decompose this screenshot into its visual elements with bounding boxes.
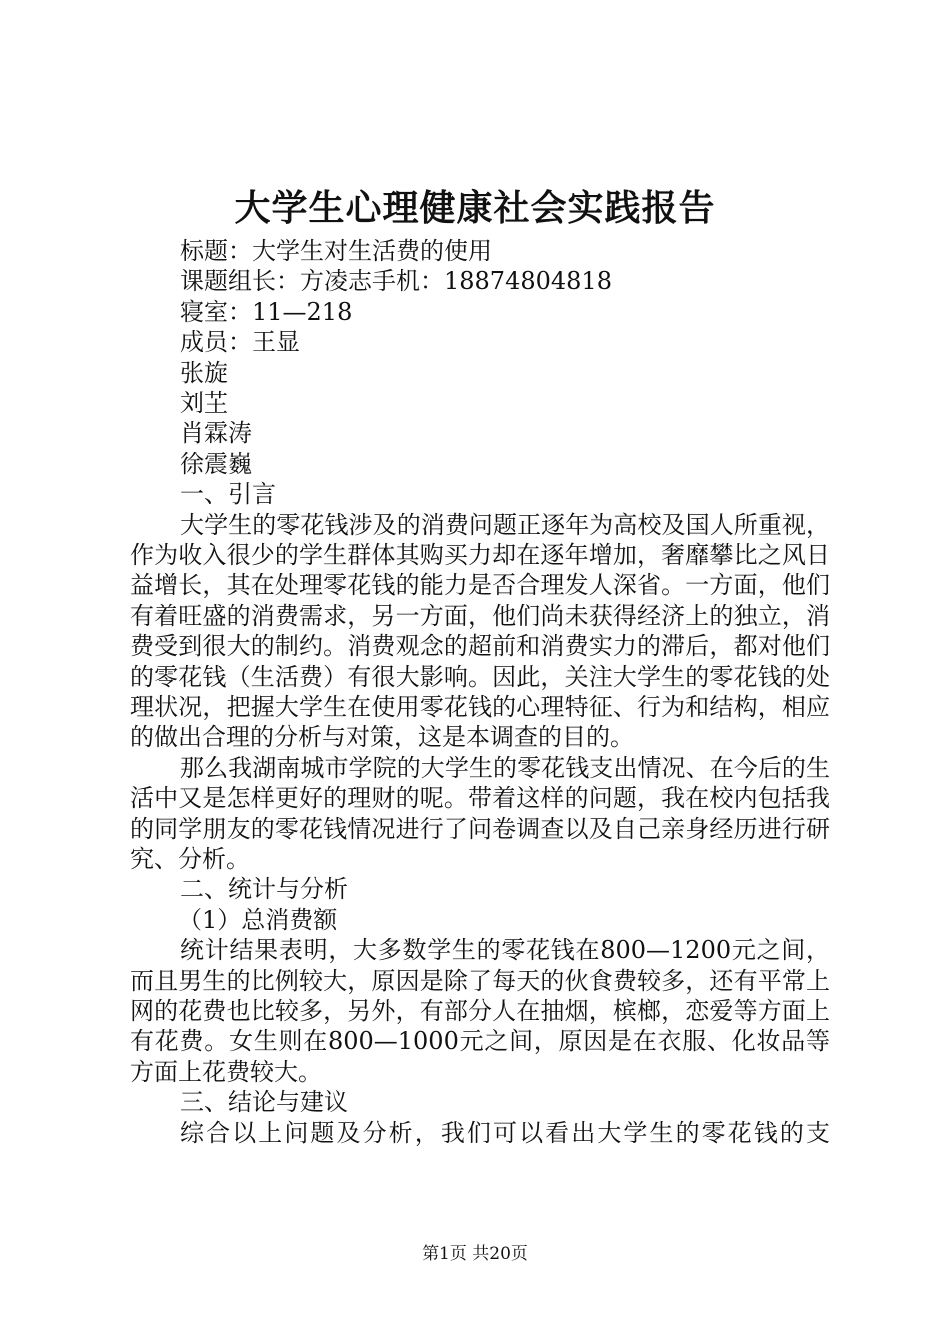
section-heading-conclusion: 三、结论与建议 xyxy=(180,1088,348,1117)
paragraph-intro: 大学生的零花钱涉及的消费问题正逐年为高校及国人所重视，作为收入很少的学生群体其购买力却在逐年增加，奢靡攀比之风日益增长，其在处理零花钱的能力是否合理发人深省。一方面，他们有着旺盛的消费需求，另一方面，他们尚未获得经济上的独立，消费受到很大的制约。消费观念的超前和消费实力的滞后，都对他们的零花钱（生活费）有很大影响。因此，关注大学生的零花钱的处理状况，把握大学生在使用零花钱的心理特征、行为和结构，相应的做出合理的分析与对策，这是本调查的目的。 xyxy=(130,510,830,752)
topic-line: 标题：大学生对生活费的使用 xyxy=(180,237,492,265)
leader-line: 课题组长：方凌志手机：18874804818 xyxy=(180,267,612,296)
member-name: 徐震巍 xyxy=(180,449,252,478)
paragraph-statistics: 统计结果表明，大多数学生的零花钱在800—1200元之间，而且男生的比例较大，原因是除了每天的伙食费较多，还有平常上网的花费也比较多，另外，有部分人在抽烟，槟榔，恋爱等方面上有花费。女生则在800—1000元之间，原因是在衣服、化妆品等方面上花费较大。 xyxy=(130,936,830,1086)
paragraph-conclusion-start: 综合以上问题及分析，我们可以看出大学生的零花钱的支 xyxy=(180,1118,830,1147)
page-number: 第1页 共20页 xyxy=(422,1244,528,1264)
section-heading-statistics: 二、统计与分析 xyxy=(180,875,348,904)
subsection-heading-total: （1）总消费额 xyxy=(178,905,338,934)
paragraph-survey: 那么我湖南城市学院的大学生的零花钱支出情况、在今后的生活中又是怎样更好的理财的呢。带着这样的问题，我在校内包括我的同学朋友的零花钱情况进行了问卷调查以及自己亲身经历进行研究、分析。 xyxy=(130,753,830,873)
member-name: 张旋 xyxy=(180,358,228,387)
dorm-line: 寝室：11—218 xyxy=(180,297,353,326)
document-body xyxy=(130,236,830,1148)
member-name: 刘芏 xyxy=(180,388,228,417)
member-name: 肖霖涛 xyxy=(180,419,252,448)
section-heading-intro: 一、引言 xyxy=(180,480,276,509)
members-line: 成员：王显 xyxy=(180,328,300,357)
document-title: 大学生心理健康社会实践报告 xyxy=(234,188,716,229)
